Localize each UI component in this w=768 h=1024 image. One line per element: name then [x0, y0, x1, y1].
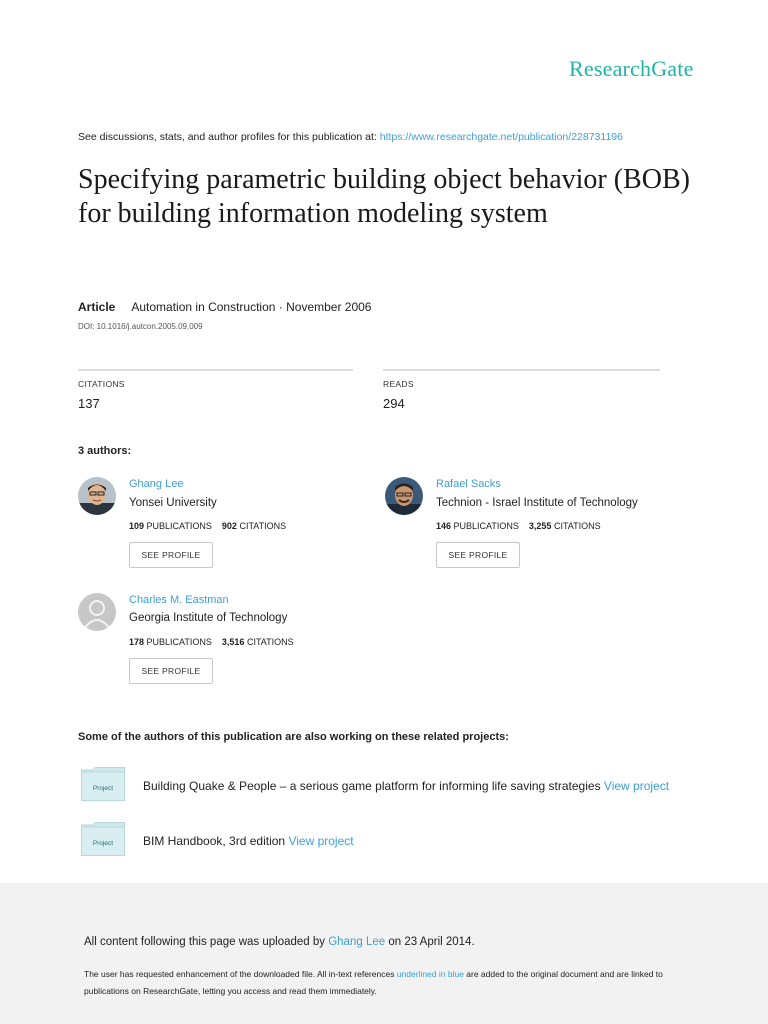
- uploaded-suffix: on 23 April 2014.: [385, 936, 475, 948]
- photo-avatar-icon: [78, 477, 116, 515]
- author-name-link[interactable]: Rafael Sacks: [436, 478, 501, 490]
- note-suffix: are added to the original document and are linked to publications on ResearchGate, letting you access and read them immediately.: [84, 969, 663, 996]
- authors-heading: 3 authors:: [78, 445, 132, 457]
- photo-avatar-icon: [385, 477, 423, 515]
- reads-divider: [383, 369, 660, 371]
- view-project-link[interactable]: View project: [288, 834, 354, 848]
- author-citations-count: 902: [221, 521, 237, 531]
- author-publications-count: 109: [129, 521, 145, 531]
- publication-venue: Automation in Construction · November 2006: [131, 300, 372, 314]
- author-affiliation: Yonsei University: [129, 497, 217, 509]
- reads-label: READS: [383, 379, 414, 389]
- svg-text:Project: Project: [92, 785, 114, 792]
- publications-label: PUBLICATIONS: [146, 637, 212, 647]
- uploaded-prefix: All content following this page was uploaded by: [84, 936, 329, 948]
- citations-label: CITATIONS: [553, 521, 601, 531]
- enhancement-note: [84, 966, 704, 1000]
- citations-label: CITATIONS: [246, 637, 294, 647]
- citations-count: 137: [78, 396, 100, 411]
- project-item: [143, 779, 669, 793]
- discussion-line: [78, 131, 623, 143]
- related-projects-heading: Some of the authors of this publication are also working on these related projects:: [78, 731, 509, 743]
- researchgate-logo[interactable]: ResearchGate: [569, 56, 694, 81]
- discussion-prefix: See discussions, stats, and author profiles for this publication at:: [78, 131, 380, 143]
- note-prefix: The user has requested enhancement of the downloaded file. All in-text references: [84, 969, 397, 979]
- citations-label: CITATIONS: [239, 521, 287, 531]
- author-affiliation: Technion - Israel Institute of Technology: [436, 497, 638, 509]
- project-folder-icon: [81, 767, 125, 801]
- avatar[interactable]: [78, 593, 116, 631]
- view-project-link[interactable]: View project: [603, 779, 670, 793]
- author-publications-count: 178: [129, 637, 145, 647]
- avatar[interactable]: [78, 477, 116, 515]
- author-publications-count: 146: [436, 521, 452, 531]
- uploader-link[interactable]: Ghang Lee: [328, 936, 386, 948]
- see-profile-button[interactable]: SEE PROFILE: [129, 658, 213, 684]
- reads-count: 294: [383, 396, 405, 411]
- svg-text:Project: Project: [92, 840, 114, 847]
- default-user-icon: [78, 593, 116, 631]
- author-name-link[interactable]: Ghang Lee: [129, 478, 184, 490]
- project-title: Building Quake & People – a serious game platform for informing life saving strategies: [143, 779, 601, 793]
- author-citations-count: 3,255: [528, 521, 552, 531]
- author-stats: [436, 521, 601, 531]
- project-title: BIM Handbook, 3rd edition: [143, 834, 286, 848]
- citations-label: CITATIONS: [78, 379, 125, 389]
- publications-label: PUBLICATIONS: [453, 521, 519, 531]
- author-affiliation: Georgia Institute of Technology: [129, 612, 288, 624]
- citations-divider: [78, 369, 353, 371]
- footer-panel: [0, 883, 768, 1024]
- publication-type: Article: [78, 300, 116, 314]
- avatar[interactable]: [385, 477, 423, 515]
- project-item: [143, 834, 354, 848]
- publication-doi: DOI: 10.1016/j.autcon.2005.09.009: [78, 322, 203, 331]
- author-name-link[interactable]: Charles M. Eastman: [129, 594, 229, 606]
- uploaded-by-line: [84, 936, 475, 948]
- author-stats: [129, 521, 286, 531]
- publication-meta: [78, 300, 371, 314]
- project-folder-icon: [81, 822, 125, 856]
- see-profile-button[interactable]: SEE PROFILE: [129, 542, 213, 568]
- author-citations-count: 3,516: [221, 637, 245, 647]
- publication-title: Specifying parametric building object behavior (BOB) for building information modeling system: [78, 164, 690, 229]
- publications-label: PUBLICATIONS: [146, 521, 212, 531]
- note-link-text: underlined in blue: [396, 969, 464, 979]
- author-stats: [129, 637, 294, 647]
- see-profile-button[interactable]: SEE PROFILE: [436, 542, 520, 568]
- publication-url-link[interactable]: https://www.researchgate.net/publication/228731196: [379, 131, 623, 143]
